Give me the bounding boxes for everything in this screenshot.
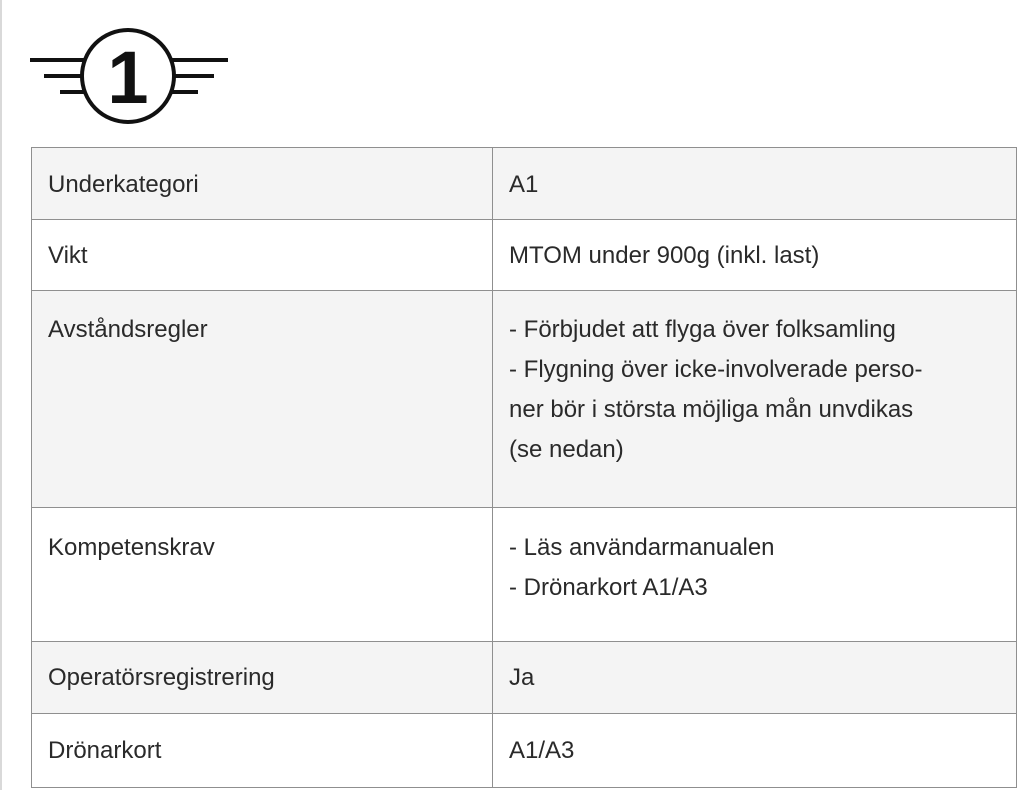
table-row bbox=[32, 642, 1017, 714]
row-value: Ja bbox=[493, 642, 1017, 714]
table-row bbox=[32, 220, 1017, 291]
row-value: - Läs användarmanualen - Drönarkort A1/A3 bbox=[493, 508, 1017, 642]
row-value: A1 bbox=[493, 148, 1017, 220]
drone-category-table bbox=[31, 147, 1017, 788]
class-number: 1 bbox=[107, 36, 149, 119]
drone-class-c1-icon bbox=[28, 20, 230, 132]
row-value: - Förbjudet att flyga över folksamling - Flygning över icke-involverade perso- ner bör i största möjliga mån unvdikas (se nedan) bbox=[493, 291, 1017, 508]
row-label: Vikt bbox=[32, 220, 493, 291]
table-row bbox=[32, 714, 1017, 788]
table-row bbox=[32, 508, 1017, 642]
row-value: MTOM under 900g (inkl. last) bbox=[493, 220, 1017, 291]
row-label: Operatörsregistrering bbox=[32, 642, 493, 714]
row-label: Avståndsregler bbox=[32, 291, 493, 508]
row-label: Underkategori bbox=[32, 148, 493, 220]
table-row bbox=[32, 291, 1017, 508]
row-label: Kompetenskrav bbox=[32, 508, 493, 642]
left-border bbox=[0, 0, 2, 790]
row-value: A1/A3 bbox=[493, 714, 1017, 788]
row-label: Drönarkort bbox=[32, 714, 493, 788]
table-row bbox=[32, 148, 1017, 220]
